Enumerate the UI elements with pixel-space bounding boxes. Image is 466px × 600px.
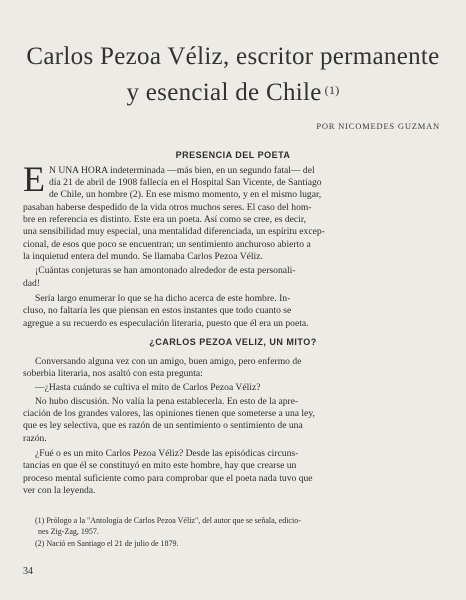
paragraph-line: dad! <box>23 278 41 289</box>
drop-cap: E <box>23 159 45 199</box>
paragraph-line: ¡Cuántas conjeturas se han amontonado alrededor de esta personali- <box>35 265 296 276</box>
paragraph-line: No hubo discusión. No valía la pena establecerla. En esto de la apre- <box>35 396 299 407</box>
article-title-line-1: Carlos Pezoa Véliz, escritor permanente <box>26 43 440 70</box>
paragraph-line: la inquietud entera del mundo. Se llamaba Carlos Pezoa Véliz. <box>23 251 263 262</box>
paragraph-line: que es ley selectiva, que es razón de un sentimiento o sentimiento de una <box>23 420 303 431</box>
paragraph-line: de Chile, un hombre (2). En ese mismo momento, y en el mismo lugar, <box>49 189 322 200</box>
footnote-1: (1) Prólogo a la "Antología de Carlos Pezoa Véliz", del autor que se señala, edicio- <box>35 516 301 525</box>
page-number: 34 <box>23 566 33 577</box>
paragraph-line: ver con la leyenda. <box>23 485 96 496</box>
section-heading-presencia: PRESENCIA DEL POETA <box>175 150 291 160</box>
title-footnote-ref: (1) <box>324 83 340 97</box>
paragraph-line: ciación de los grandes valores, las opiniones tienen que someterse a una ley, <box>23 408 315 419</box>
article-title-line-2 <box>20 80 446 105</box>
paragraph-line: tancias en que él se constituyó en mito este hombre, hay que crearse un <box>23 460 297 471</box>
section-heading-mito: ¿CARLOS PEZOA VELIZ, UN MITO? <box>149 337 317 347</box>
author-byline: POR NICOMEDES GUZMAN <box>316 121 440 131</box>
paragraph-line: cional, de esos que poco se encuentran; un sentimiento anchuroso abierto a <box>23 239 311 250</box>
paragraph-line: día 21 de abril de 1908 fallecía en el Hospital San Vicente, de Santiago <box>49 177 322 188</box>
paragraph-line: cluso, no faltaría les que piensan en estos instantes que todo cuanto se <box>23 305 292 316</box>
paragraph-line: —¿Hasta cuándo se cultiva el mito de Carlos Pezoa Véliz? <box>35 382 261 393</box>
paragraph-line: proceso mental suficiente como para comprobar que el poeta nada tuvo que <box>23 473 313 484</box>
footnote-2: (2) Nació en Santiago el 21 de julio de 1879. <box>35 539 179 548</box>
paragraph-line: N UNA HORA indeterminada —más bien, en un segundo fatal— del <box>49 165 315 176</box>
paragraph-line: bre en referencia es distinto. Este era un poeta. Así como se cree, es decir, <box>23 214 307 225</box>
paragraph-line: una sensibilidad muy especial, una mentalidad diferenciada, un espíritu excep- <box>23 226 325 237</box>
footnote-1-continued: nes Zig-Zag, 1957. <box>38 527 99 536</box>
paragraph-line: pasaban haberse despedido de la vida otros muchos seres. El caso del hom- <box>23 202 312 213</box>
paragraph-line: razón. <box>23 433 47 444</box>
paragraph-line: ¿Fué o es un mito Carlos Pezoa Véliz? Desde las episódicas circuns- <box>35 448 299 459</box>
paragraph-line: Sería largo enumerar lo que se ha dicho acerca de este hombre. In- <box>35 293 291 304</box>
paragraph-line: Conversando alguna vez con un amigo, buen amigo, pero enfermo de <box>35 356 302 367</box>
article-title-line-2-text: y esencial de Chile <box>126 79 322 106</box>
paragraph-line: soberbia literaria, nos asaltó con esta pregunta: <box>23 368 203 379</box>
paragraph-line: agregue a su recuerdo es especulación literaria, puesto que él era un poeta. <box>23 318 309 329</box>
